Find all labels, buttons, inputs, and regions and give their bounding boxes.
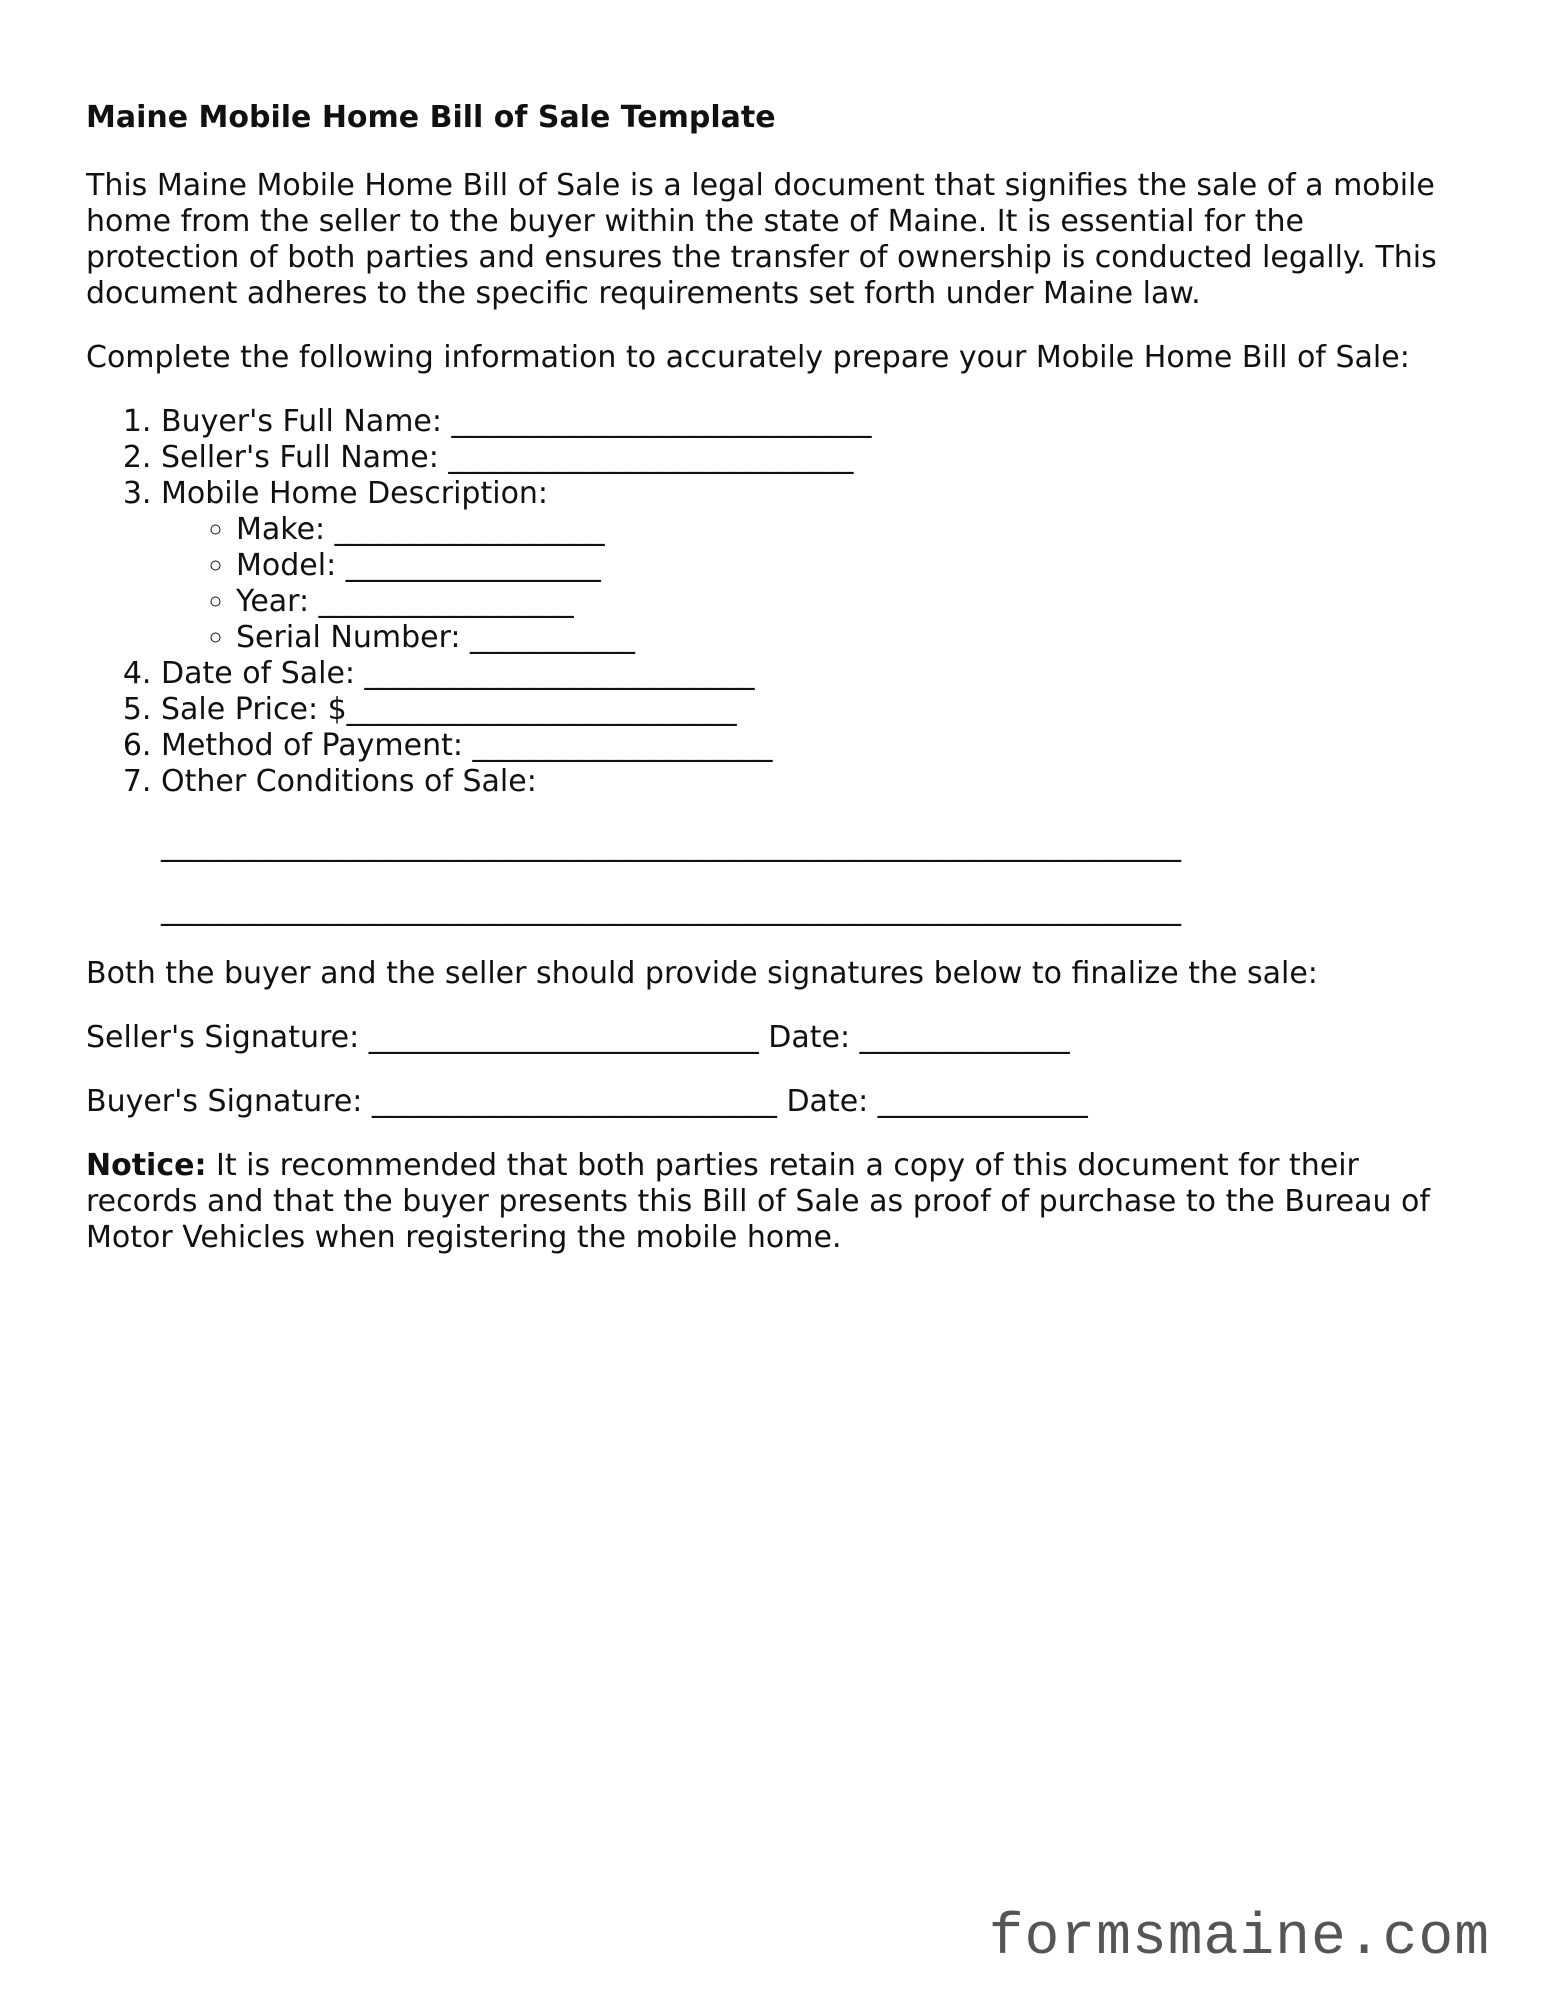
field-make: ◦ Make: __________________ [236,512,1466,548]
field-buyer-name: 1. Buyer's Full Name: ____________________________ [161,404,1466,440]
intro-paragraph: This Maine Mobile Home Bill of Sale is a legal document that signifies the sale of a mobile home from the seller to the buyer within the state of Maine. It is essential for the protection of both parties and ensures the transfer of ownership is conducted legally. This document adheres to the specific requirements set forth under Maine law. [86,168,1437,311]
conditions-line: ____________________________________________________________________ [161,828,1181,863]
field-year: ◦ Year: _________________ [236,584,1466,620]
document-title: Maine Mobile Home Bill of Sale Template [86,100,776,135]
field-other-conditions [161,764,1466,928]
notice-label: Notice: [86,1148,207,1183]
buyer-signature-line: Buyer's Signature: ___________________________ Date: ______________ [86,1084,1088,1119]
fields-list [86,404,1466,928]
document-page [86,96,1466,1284]
notice-text: It is recommended that both parties retain a copy of this document for their records and that the buyer presents this Bill of Sale as proof of purchase to the Bureau of Motor Vehicles when registering the mobile home. [86,1148,1430,1255]
conditions-lines [161,828,1466,928]
other-conditions-label: Other Conditions of Sale: [161,764,537,799]
description-label: Mobile Home Description: [161,476,549,511]
conditions-line: ____________________________________________________________________ [161,892,1181,927]
signature-intro: Both the buyer and the seller should provide signatures below to finalize the sale: [86,956,1318,991]
field-model: ◦ Model: _________________ [236,548,1466,584]
notice-paragraph [86,1148,1466,1256]
field-date-of-sale: 4. Date of Sale: __________________________ [161,656,1466,692]
field-method-of-payment: 6. Method of Payment: ____________________ [161,728,1466,764]
watermark: formsmaine.com [988,1906,1490,1971]
instructions-paragraph: Complete the following information to accurately prepare your Mobile Home Bill of Sale: [86,340,1410,375]
field-serial-number: ◦ Serial Number: ___________ [236,620,1466,656]
field-seller-name: 2. Seller's Full Name: ___________________________ [161,440,1466,476]
description-sublist [161,512,1466,656]
field-sale-price: 5. Sale Price: $__________________________ [161,692,1466,728]
seller-signature-line: Seller's Signature: __________________________ Date: ______________ [86,1020,1070,1055]
field-mobile-home-description [161,476,1466,656]
